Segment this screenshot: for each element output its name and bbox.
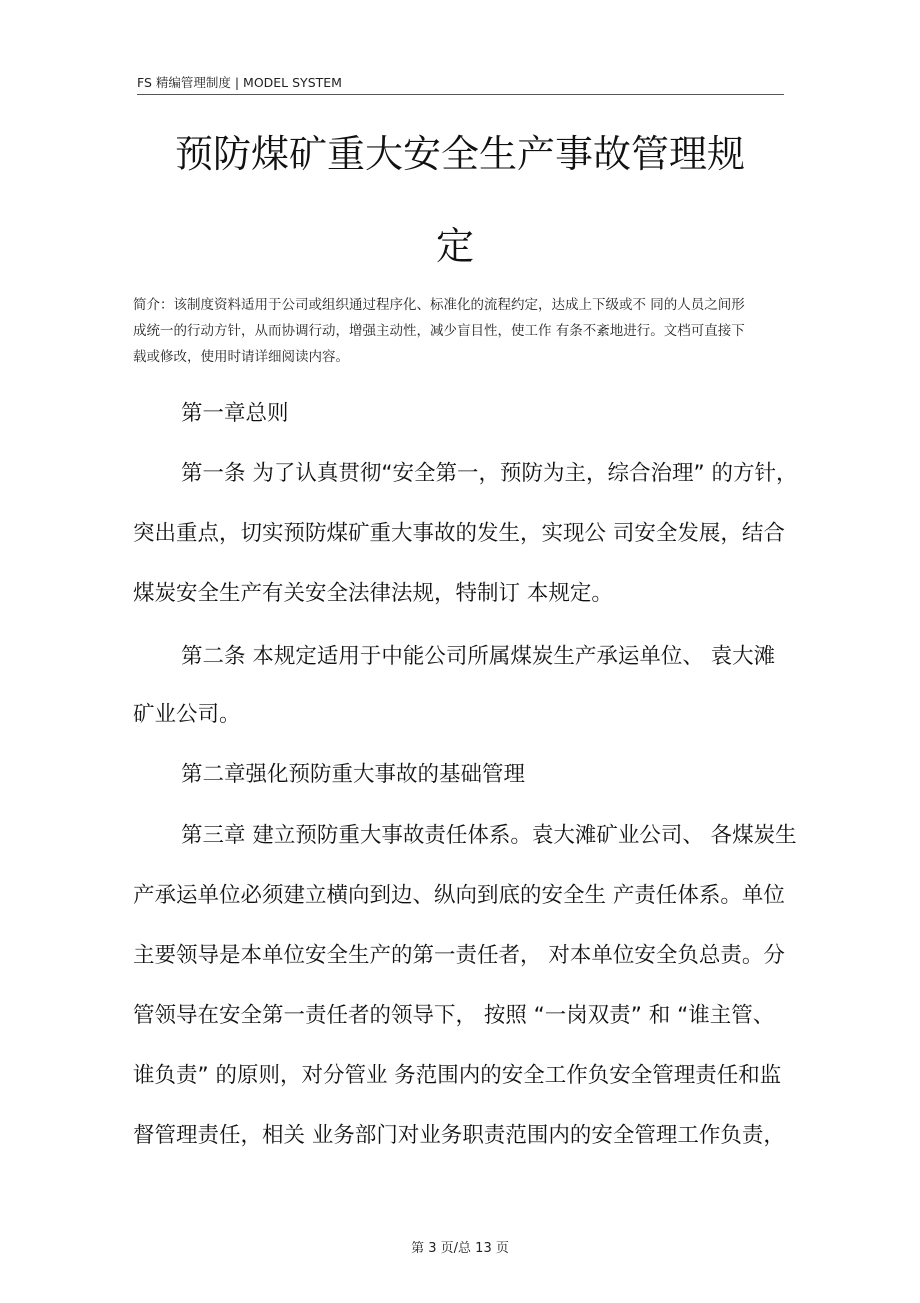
page-number: 第 3 页/总 13 页 (411, 1241, 509, 1256)
article-1-line: 第一条 为了认真贯彻“安全第一，预防为主，综合治理” 的方针， (181, 461, 798, 486)
summary-line: 成统一的行动方针，从而协调行动，增强主动性，减少盲目性，使工作 有条不紊地进行。文档可直接下 (133, 323, 745, 339)
article-2-line: 矿业公司。 (133, 702, 241, 727)
article-3-line: 谁负责” 的原则，对分管业 务范围内的安全工作负安全管理责任和监 (133, 1063, 782, 1088)
document-summary (133, 292, 787, 370)
article-1-line: 突出重点，切实预防煤矿重大事故的发生，实现公 司安全发展，结合 (133, 521, 785, 546)
article-1-line: 煤炭安全生产有关安全法律法规，特制订 本规定。 (133, 581, 613, 606)
article-2-line: 第二条 本规定适用于中能公司所属煤炭生产承运单位、 袁大滩 (181, 644, 776, 669)
article-3-line: 主要领导是本单位安全生产的第一责任者， 对本单位安全负总责。分 (133, 943, 785, 968)
article-3-line: 督管理责任，相关 业务部门对业务职责范围内的安全管理工作负责， (133, 1123, 785, 1148)
document-title-line-1: 预防煤矿重大安全生产事故管理规 (174, 132, 745, 176)
article-3-line: 产承运单位必须建立横向到边、纵向到底的安全生 产责任体系。单位 (133, 883, 785, 908)
summary-line: 载或修改，使用时请详细阅读内容。 (133, 349, 349, 365)
document-header: FS 精编管理制度 | MODEL SYSTEM (137, 74, 784, 95)
article-3-line: 第三章 建立预防重大事故责任体系。袁大滩矿业公司、 各煤炭生 (181, 823, 797, 848)
chapter-heading: 第二章强化预防重大事故的基础管理 (181, 762, 526, 787)
summary-line: 简介：该制度资料适用于公司或组织通过程序化、标准化的流程约定，达成上下级或不 同的人员之间形 (133, 297, 745, 313)
chapter-heading: 第一章总则 (181, 401, 289, 426)
document-title-line-2: 定 (435, 224, 474, 268)
article-3-line: 管领导在安全第一责任者的领导下， 按照 “一岗双责” 和 “谁主管、 (133, 1003, 775, 1028)
